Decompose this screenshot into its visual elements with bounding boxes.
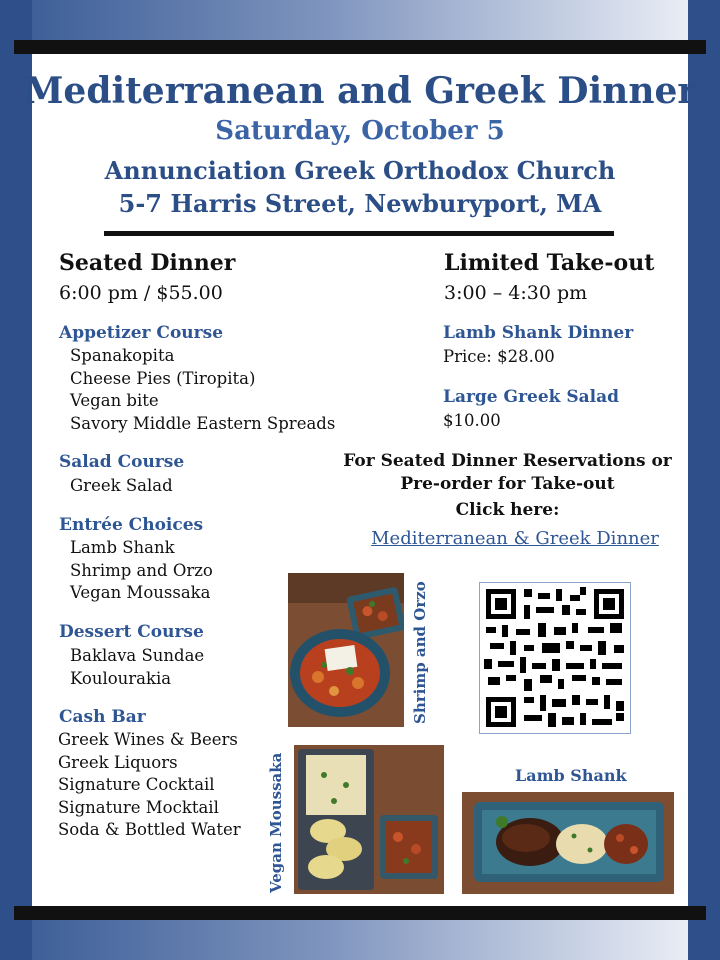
bottom-gradient-band <box>32 918 688 960</box>
event-title: Mediterranean and Greek Dinner <box>23 70 697 112</box>
vegan-moussaka-illustration <box>294 745 444 894</box>
list-item: Soda & Bottled Water <box>58 820 241 839</box>
salad-list <box>70 475 173 498</box>
cash-bar-heading: Cash Bar <box>59 707 146 727</box>
cash-bar-list <box>58 729 241 842</box>
seated-time-price: 6:00 pm / $55.00 <box>59 282 223 304</box>
takeout-heading: Limited Take-out <box>444 250 655 276</box>
list-item: Vegan bite <box>70 391 159 410</box>
list-item: Signature Cocktail <box>58 775 215 794</box>
entree-choices-heading: Entrée Choices <box>59 515 204 535</box>
lamb-shank-price: Price: $28.00 <box>443 347 555 366</box>
list-item: Greek Liquors <box>58 752 178 772</box>
large-greek-salad-price: $10.00 <box>443 411 501 430</box>
top-gradient-band <box>32 0 688 42</box>
top-black-bar <box>14 40 706 54</box>
event-date: Saturday, October 5 <box>215 116 505 146</box>
salad-course-heading: Salad Course <box>59 452 185 472</box>
list-item: Lamb Shank <box>70 538 175 557</box>
reservation-line-3: Click here: <box>455 500 560 520</box>
list-item: Koulourakia <box>70 668 172 688</box>
list-item: Signature Mocktail <box>58 797 219 817</box>
shrimp-orzo-illustration <box>288 573 404 727</box>
list-item: Greek Salad <box>70 476 173 495</box>
dessert-list <box>70 645 204 690</box>
takeout-time: 3:00 – 4:30 pm <box>444 282 588 304</box>
reservation-link[interactable]: Mediterranean & Greek Dinner <box>371 528 659 549</box>
venue-address: 5-7 Harris Street, Newburyport, MA <box>118 189 602 218</box>
lamb-shank-dinner-heading: Lamb Shank Dinner <box>443 323 634 343</box>
seated-dinner-heading: Seated Dinner <box>59 250 236 276</box>
lamb-shank-illustration <box>462 792 674 894</box>
list-item: Shrimp and Orzo <box>70 560 213 580</box>
lamb-shank-photo <box>462 792 674 894</box>
entree-list <box>70 537 213 605</box>
list-item: Baklava Sundae <box>70 646 205 665</box>
large-greek-salad-heading: Large Greek Salad <box>443 387 620 407</box>
shrimp-orzo-photo <box>288 573 404 727</box>
reservation-line-1: For Seated Dinner Reservations or <box>343 451 672 471</box>
venue-name: Annunciation Greek Orthodox Church <box>104 156 616 185</box>
appetizer-course-heading: Appetizer Course <box>59 323 224 343</box>
list-item: Spanakopita <box>70 346 175 365</box>
bottom-black-bar <box>14 906 706 920</box>
shrimp-orzo-label: Shrimp and Orzo <box>411 581 429 724</box>
dessert-course-heading: Dessert Course <box>59 622 204 642</box>
reservation-line-2: Pre-order for Take-out <box>400 474 615 494</box>
vegan-moussaka-label: Vegan Moussaka <box>267 752 285 893</box>
list-item: Cheese Pies (Tiropita) <box>70 368 256 388</box>
list-item: Greek Wines & Beers <box>58 730 238 749</box>
appetizer-list <box>70 345 335 435</box>
qr-code[interactable] <box>479 582 631 734</box>
list-item: Vegan Moussaka <box>70 583 211 602</box>
qr-code-icon <box>480 583 630 733</box>
list-item: Savory Middle Eastern Spreads <box>70 413 336 433</box>
lamb-shank-label: Lamb Shank <box>515 766 627 785</box>
header-divider <box>104 231 614 236</box>
vegan-moussaka-photo <box>294 745 444 894</box>
